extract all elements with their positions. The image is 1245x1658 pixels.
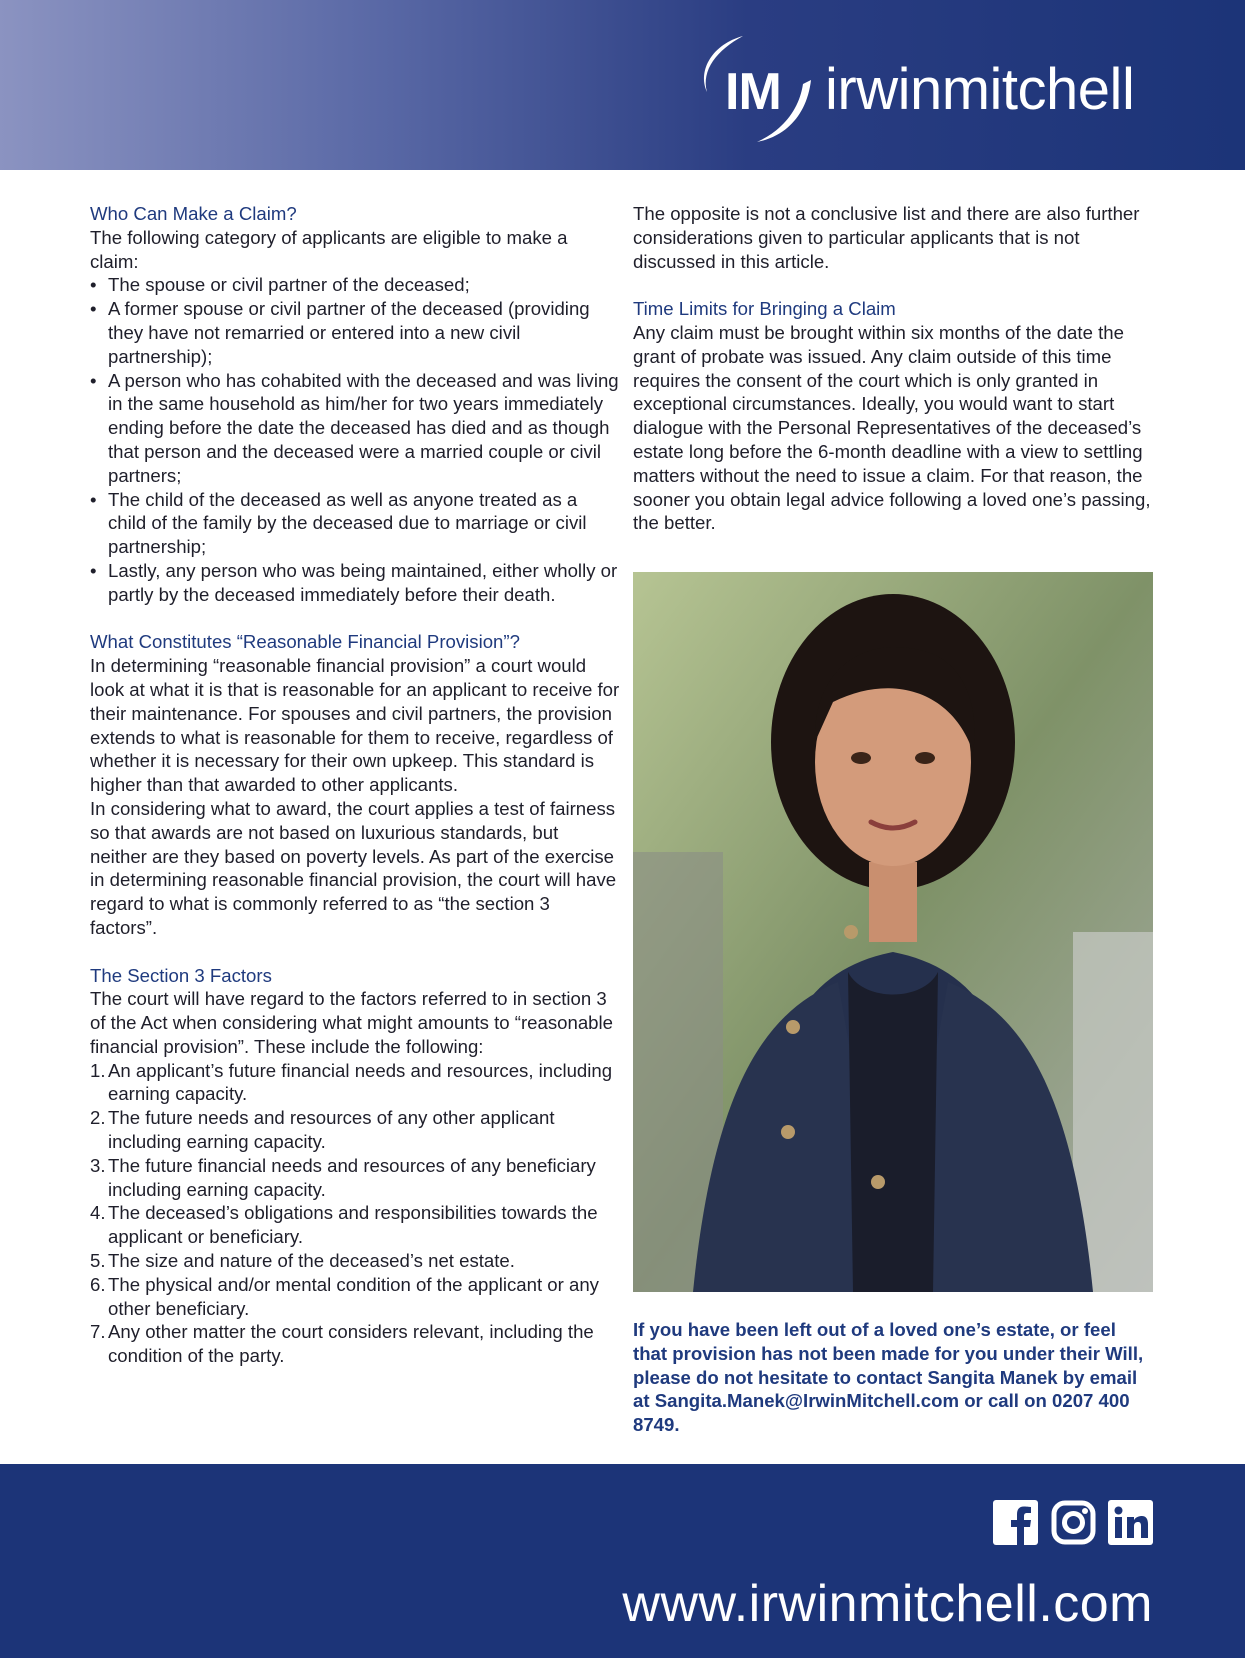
list-item: 5. The size and nature of the deceased’s net estate. — [90, 1250, 515, 1272]
list-disclaimer: The opposite is not a conclusive list and there are also further considerations given to particular applicants that is not discussed in this article. — [633, 203, 1140, 272]
list-item: • The spouse or civil partner of the deceased; — [90, 274, 470, 296]
website-url-link[interactable]: www.irwinmitchell.com — [622, 1575, 1153, 1633]
left-column — [90, 202, 620, 1368]
facebook-icon[interactable] — [993, 1500, 1038, 1545]
irwin-mitchell-logo[interactable] — [695, 30, 1165, 145]
list-item: 2. The future needs and resources of any other applicant including earning capacity. — [90, 1107, 555, 1153]
section-3-factors-list — [90, 1059, 620, 1368]
list-item: • A former spouse or civil partner of the deceased (providing they have not remarried or entered into a new civil partnership); — [90, 298, 590, 367]
instagram-icon[interactable] — [1051, 1500, 1096, 1545]
logo-mark-text: IM — [725, 63, 781, 121]
list-item: 3. The future financial needs and resources of any beneficiary including earning capacity. — [90, 1154, 596, 1200]
linkedin-icon[interactable] — [1108, 1500, 1153, 1545]
right-column — [633, 202, 1153, 535]
section-heading-section-3-factors: The Section 3 Factors — [90, 964, 272, 986]
list-item: • A person who has cohabited with the deceased and was living in the same household as him/her for two years immediately ending before the date the deceased has died and as though that person and the deceased were a married couple or civil partners; — [90, 369, 619, 486]
who-can-claim-intro: The following category of applicants are eligible to make a claim: — [90, 226, 568, 272]
reasonable-provision-paragraph-2: In considering what to award, the court applies a test of fairness so that awards are not based on luxurious standards, but neither are they based on poverty levels. As part of the exercise in determining reasonable financial provision, the court will have regard to what is commonly referred to as “the section 3 factors”. — [90, 797, 617, 938]
portrait-illustration — [633, 572, 1153, 1292]
contact-callout: If you have been left out of a loved one’s estate, or feel that provision has not been made for you under their Will, please do not hesitate to contact Sangita Manek by email at Sangita.Manek@IrwinMitchell.com or call on 0207 400 8749. — [633, 1319, 1144, 1436]
list-item: 4. The deceased’s obligations and responsibilities towards the applicant or beneficiary. — [90, 1202, 598, 1248]
section-heading-who-can-claim: Who Can Make a Claim? — [90, 203, 297, 224]
time-limits-paragraph: Any claim must be brought within six months of the date the grant of probate was issued. Any claim outside of this time requires the consent of the court which is only granted in exceptional circumstances. Ideally, you would want to start dialogue with the Personal Representatives of the deceased’s estate long before the 6-month deadline with a view to settling matters without the need to issue a claim. For that reason, the sooner you obtain legal advice following a loved one’s passing, the better. — [633, 321, 1151, 534]
page-header — [0, 0, 1245, 170]
portrait-photo — [633, 572, 1153, 1292]
list-item: 7. Any other matter the court considers relevant, including the condition of the party. — [90, 1321, 594, 1367]
logo-wordmark: irwinmitchell — [825, 57, 1135, 122]
section-heading-time-limits: Time Limits for Bringing a Claim — [633, 298, 896, 320]
section-heading-reasonable-provision: What Constitutes “Reasonable Financial Provision”? — [90, 631, 520, 653]
page-footer — [0, 1464, 1245, 1658]
list-item: 1. An applicant’s future financial needs and resources, including earning capacity. — [90, 1059, 613, 1105]
list-item: • The child of the deceased as well as anyone treated as a child of the family by the deceased due to marriage or civil partnership; — [90, 488, 587, 558]
list-item: • Lastly, any person who was being maintained, either wholly or partly by the deceased immediately before their death. — [90, 559, 618, 605]
eligible-applicants-list — [90, 273, 620, 606]
list-item: 6. The physical and/or mental condition of the applicant or any other beneficiary. — [90, 1273, 599, 1319]
section-3-intro: The court will have regard to the factors referred to in section 3 of the Act when considering what might amounts to “reasonable financial provision”. These include the following: — [90, 988, 613, 1057]
reasonable-provision-paragraph-1: In determining “reasonable financial provision” a court would look at what it is that is reasonable for an applicant to receive for their maintenance. For spouses and civil partners, the provision extends to what is reasonable for them to receive, regardless of whether it is necessary for their own upkeep. This standard is higher than that awarded to other applicants. — [90, 655, 620, 796]
